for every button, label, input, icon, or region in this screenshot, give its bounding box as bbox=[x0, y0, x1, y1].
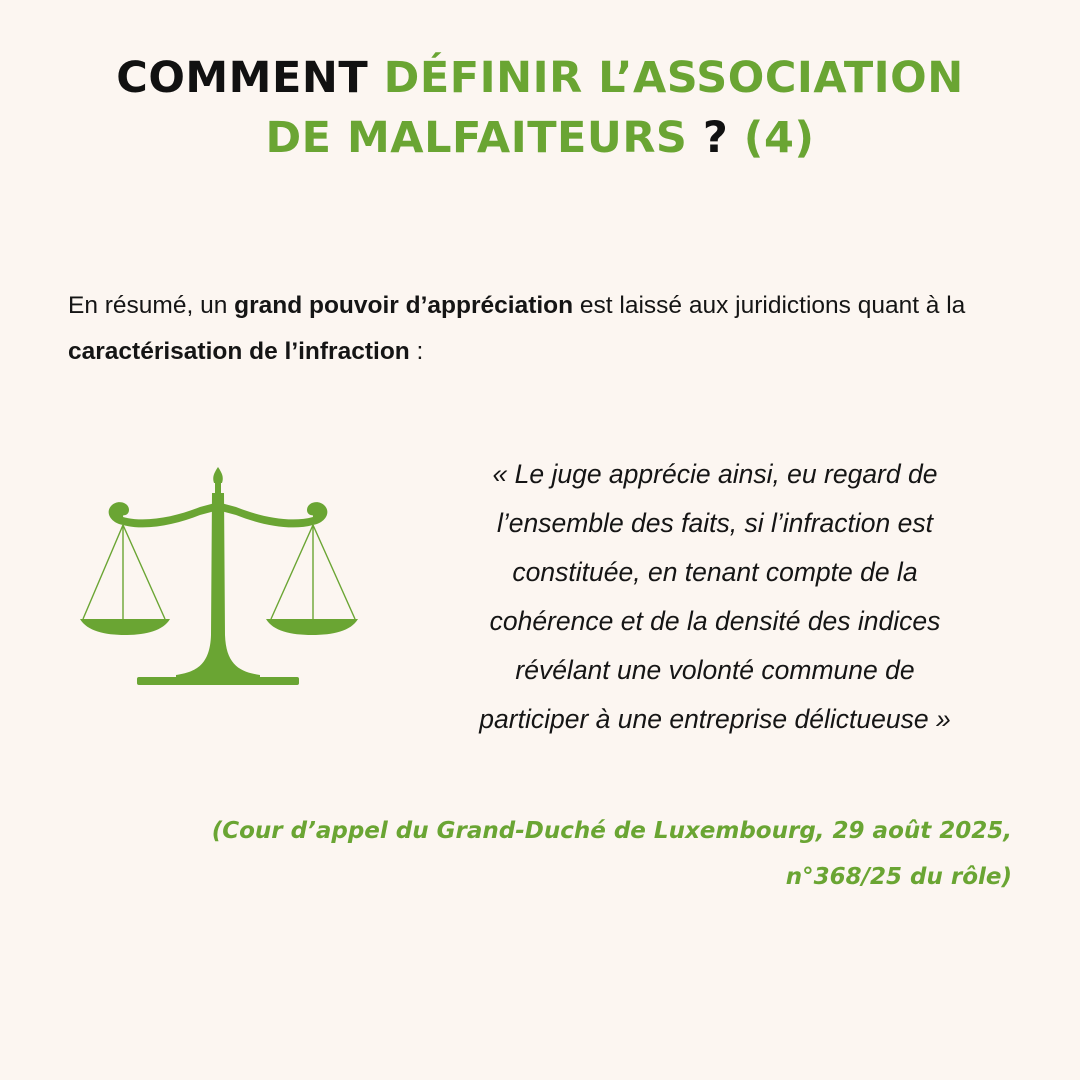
quote-line: cohérence et de la densité des indices bbox=[489, 606, 941, 636]
court-quote bbox=[405, 450, 1025, 744]
intro-bold-2: caractérisation de l’infraction bbox=[68, 338, 410, 365]
scales-of-justice-icon bbox=[75, 465, 365, 690]
page-title bbox=[40, 48, 1040, 168]
quote-line: révélant une volonté commune de bbox=[515, 655, 915, 685]
title-highlight-2: DE MALFAITEURS bbox=[265, 113, 688, 163]
intro-text-1: En résumé, un bbox=[68, 292, 235, 319]
title-part-number: (4) bbox=[743, 113, 815, 163]
title-word-comment: COMMENT bbox=[116, 53, 384, 103]
citation-line: (Cour d’appel du Grand-Duché de Luxembourg, 29 août 2025, bbox=[211, 818, 1012, 844]
intro-text-3: : bbox=[409, 338, 424, 365]
citation-reference bbox=[120, 808, 1012, 900]
citation-line: n°368/25 du rôle) bbox=[785, 864, 1012, 890]
title-line-2 bbox=[40, 108, 1040, 168]
quote-line: l’ensemble des faits, si l’infraction est bbox=[497, 508, 933, 538]
title-question-mark: ? bbox=[687, 113, 744, 163]
title-highlight-1: DÉFINIR L’ASSOCIATION bbox=[383, 53, 964, 103]
intro-paragraph bbox=[68, 283, 1028, 375]
quote-line: « Le juge apprécie ainsi, eu regard de bbox=[492, 459, 938, 489]
title-line-1 bbox=[40, 48, 1040, 108]
intro-text-2: est laissé aux juridictions quant à la bbox=[573, 292, 966, 319]
quote-line: constituée, en tenant compte de la bbox=[512, 557, 918, 587]
quote-line: participer à une entreprise délictueuse » bbox=[479, 704, 951, 734]
intro-bold-1: grand pouvoir d’appréciation bbox=[234, 292, 574, 319]
